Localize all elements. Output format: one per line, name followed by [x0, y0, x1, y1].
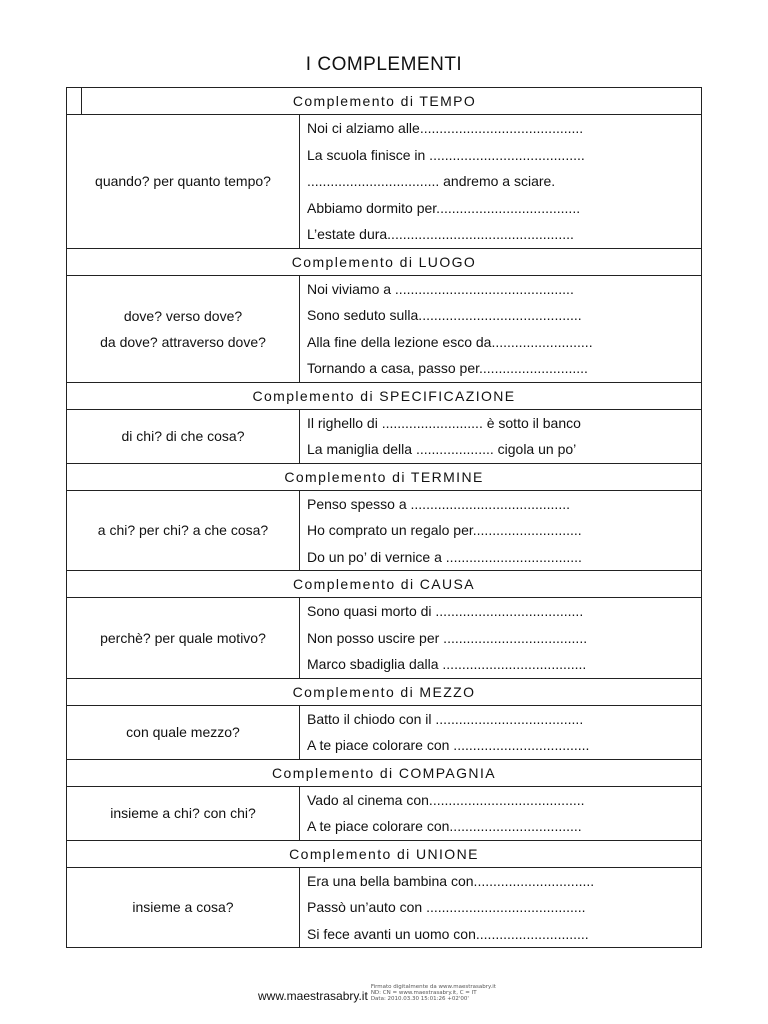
exercise-list	[300, 787, 701, 840]
question-text: perchè? per quale motivo?	[100, 629, 266, 646]
question-text: insieme a chi? con chi?	[110, 805, 256, 821]
exercise-sentence: Si fece avanti un uomo con.............................	[307, 925, 589, 942]
section-body	[66, 786, 702, 841]
section-header-label: Complemento di COMPAGNIA	[272, 764, 496, 781]
exercise-sentence: Batto il chiodo con il ......................................	[307, 710, 584, 727]
question-cell	[67, 410, 300, 463]
section-body	[66, 114, 702, 249]
exercise-sentence: Passò un’auto con .........................................	[307, 899, 586, 915]
exercise-sentence: Era una bella bambina con...............................	[307, 872, 595, 889]
complements-table	[66, 88, 702, 948]
question-cell	[67, 598, 300, 678]
exercise-sentence: A te piace colorare con..................................	[307, 818, 582, 834]
exercise-sentence: Noi ci alziamo alle..........................................	[307, 120, 584, 136]
exercise-sentence: Sono quasi morto di ......................................	[307, 603, 584, 619]
section-header	[66, 463, 702, 491]
section-body	[66, 705, 702, 760]
section-header	[66, 759, 702, 787]
exercise-list	[300, 868, 701, 948]
exercise-list	[300, 491, 701, 571]
exercise-sentence: Sono seduto sulla..........................................	[307, 307, 582, 323]
section-body	[66, 275, 702, 383]
section-header	[66, 248, 702, 276]
question-text: insieme a cosa?	[132, 899, 234, 916]
exercise-sentence: Penso spesso a .........................................	[307, 495, 570, 512]
section-header	[66, 570, 702, 598]
section-header-label: Complemento di UNIONE	[289, 845, 479, 862]
exercise-sentence: Noi viviamo a ..............................................	[307, 280, 574, 297]
exercise-sentence: Vado al cinema con........................................	[307, 791, 585, 808]
digital-signature	[371, 984, 496, 1002]
exercise-list	[300, 276, 701, 382]
section-header-label: Complemento di TEMPO	[292, 93, 477, 109]
question-cell	[67, 276, 300, 382]
question-text: a chi? per chi? a che cosa?	[97, 522, 269, 539]
question-text: quando? per quanto tempo?	[95, 173, 271, 190]
section-header-label: Complemento di MEZZO	[292, 683, 476, 700]
question-cell	[67, 491, 300, 571]
exercise-list	[300, 598, 701, 678]
footer-site-link[interactable]: www.maestrasabry.it	[258, 989, 368, 1003]
section-header	[66, 87, 702, 115]
exercise-sentence: Tornando a casa, passo per............................	[307, 360, 588, 376]
exercise-sentence: A te piace colorare con ...................................	[307, 737, 590, 753]
signature-line: Firmato digitalmente da www.maestrasabry.it	[370, 984, 496, 990]
page-title: I COMPLEMENTI	[305, 54, 463, 75]
exercise-sentence: La maniglia della .................... cigola un po’	[307, 441, 577, 457]
section-header-label: Complemento di LUOGO	[291, 253, 477, 270]
question-text: da dove? attraverso dove?	[100, 333, 266, 350]
exercise-sentence: Ho comprato un regalo per............................	[307, 522, 582, 538]
exercise-list	[300, 115, 701, 248]
question-cell	[67, 868, 300, 948]
section-body	[66, 490, 702, 572]
exercise-sentence: Abbiamo dormito per.....................................	[307, 199, 581, 216]
exercise-list	[300, 706, 701, 759]
signature-line: ND: CN = www.maestrasabry.it, C = IT	[370, 990, 477, 996]
exercise-sentence: Alla fine della lezione esco da..........................	[307, 333, 593, 350]
exercise-sentence: Do un po’ di vernice a ...................................	[307, 548, 582, 565]
question-cell	[67, 115, 300, 248]
question-text: dove? verso dove?	[123, 307, 243, 324]
header-spacer-cell	[67, 88, 82, 114]
question-cell	[67, 706, 300, 759]
exercise-list	[300, 410, 701, 463]
exercise-sentence: .................................. andremo a sciare.	[307, 173, 556, 189]
section-header	[66, 382, 702, 410]
exercise-sentence: Marco sbadiglia dalla .....................................	[307, 656, 587, 672]
section-body	[66, 867, 702, 949]
section-header	[66, 840, 702, 868]
question-text: di chi? di che cosa?	[121, 428, 245, 444]
section-header	[66, 678, 702, 706]
exercise-sentence: Non posso uscire per .....................................	[307, 629, 588, 646]
section-header-label: Complemento di TERMINE	[284, 468, 484, 485]
exercise-sentence: La scuola finisce in ........................................	[307, 146, 585, 163]
section-header-label: Complemento di SPECIFICAZIONE	[252, 387, 516, 404]
section-body	[66, 409, 702, 464]
signature-line: Data: 2010.03.30 15:01:26 +02'00'	[370, 996, 469, 1002]
exercise-sentence: Il righello di .......................... è sotto il banco	[307, 414, 581, 431]
section-body	[66, 597, 702, 679]
header-spacer-cells	[67, 88, 82, 114]
question-text: con quale mezzo?	[126, 724, 240, 740]
footer	[258, 984, 496, 1003]
exercise-sentence: L’estate dura................................................	[307, 226, 574, 242]
section-header-label: Complemento di CAUSA	[292, 576, 476, 592]
question-cell	[67, 787, 300, 840]
